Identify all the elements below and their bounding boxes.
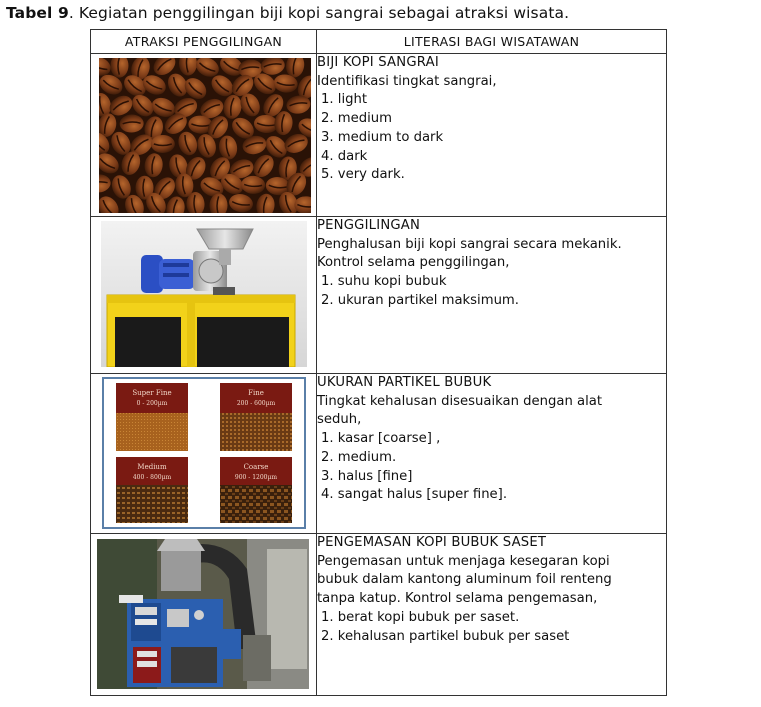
list-item: 4. dark xyxy=(321,148,368,164)
packaging-control-list xyxy=(317,609,666,646)
list-item: 1. berat kopi bubuk per saset. xyxy=(321,609,520,625)
description-cell xyxy=(317,54,667,217)
grind-sample-fine xyxy=(220,383,292,451)
list-item: 3. medium to dark xyxy=(321,129,444,145)
list-item: 1. suhu kopi bubuk xyxy=(321,274,447,290)
table-header-row xyxy=(91,30,667,54)
particle-size-list xyxy=(317,430,666,505)
description-cell xyxy=(317,374,667,534)
list-item: 5. very dark. xyxy=(321,167,405,183)
grinder-machine-image xyxy=(101,221,307,367)
caption-text: . Kegiatan penggilingan biji kopi sangrai sebagai atraksi wisata. xyxy=(68,4,570,22)
table-row xyxy=(91,54,667,217)
grind-sample-coarse xyxy=(220,457,292,523)
particle-size-image xyxy=(102,377,306,529)
table-caption xyxy=(6,4,569,22)
table-row xyxy=(91,374,667,534)
grind-range: 400 - 800µm xyxy=(132,474,172,481)
row-title: PENGGILINGAN xyxy=(317,218,421,233)
grind-range: 0 - 200µm xyxy=(136,400,168,407)
packaging-machine-image xyxy=(97,539,309,689)
row-line: tanpa katup. Kontrol selama pengemasan, xyxy=(317,591,598,607)
description-cell xyxy=(317,217,667,374)
grind-name: Fine xyxy=(248,389,264,397)
image-cell xyxy=(91,534,317,696)
header-attraction: ATRAKSI PENGGILINGAN xyxy=(91,30,317,54)
caption-label: Tabel 9 xyxy=(6,4,69,22)
description-cell xyxy=(317,534,667,696)
list-item: 2. kehalusan partikel bubuk per saset xyxy=(321,628,570,644)
grind-name: Super Fine xyxy=(132,389,172,397)
grind-range: 200 - 600µm xyxy=(236,400,276,407)
row-title: UKURAN PARTIKEL BUBUK xyxy=(317,375,492,390)
image-cell xyxy=(91,54,317,217)
row-line: Kontrol selama penggilingan, xyxy=(317,255,510,271)
grind-range: 900 - 1200µm xyxy=(234,474,278,481)
list-item: 1. light xyxy=(321,92,368,108)
roasted-beans-image xyxy=(99,58,311,213)
list-item: 3. halus [fine] xyxy=(321,468,413,484)
row-line: Pengemasan untuk menjaga kesegaran kopi xyxy=(317,553,610,569)
row-title: BIJI KOPI SANGRAI xyxy=(317,55,439,70)
header-literacy: LITERASI BAGI WISATAWAN xyxy=(317,30,667,54)
list-item: 2. medium xyxy=(321,111,392,127)
row-line: seduh, xyxy=(317,412,362,428)
row-line: bubuk dalam kantong aluminum foil renteng xyxy=(317,572,612,588)
list-item: 2. medium. xyxy=(321,449,397,465)
grind-sample-super-fine xyxy=(116,383,188,451)
table-row xyxy=(91,534,667,696)
grind-name: Medium xyxy=(137,463,167,471)
table-row xyxy=(91,217,667,374)
grind-sample-medium xyxy=(116,457,188,523)
image-cell xyxy=(91,374,317,534)
row-line: Penghalusan biji kopi sangrai secara mekanik. xyxy=(317,236,622,252)
list-item: 2. ukuran partikel maksimum. xyxy=(321,292,519,308)
row-title: PENGEMASAN KOPI BUBUK SASET xyxy=(317,535,547,550)
roast-level-list xyxy=(317,91,666,185)
image-cell xyxy=(91,217,317,374)
grinding-control-list xyxy=(317,273,666,310)
row-line: Tingkat kehalusan disesuaikan dengan alat xyxy=(317,393,603,409)
row-line: Identifikasi tingkat sangrai, xyxy=(317,73,497,89)
attraction-table xyxy=(90,29,667,696)
grind-name: Coarse xyxy=(243,463,269,471)
list-item: 1. kasar [coarse] , xyxy=(321,431,441,447)
list-item: 4. sangat halus [super fine]. xyxy=(321,487,508,503)
